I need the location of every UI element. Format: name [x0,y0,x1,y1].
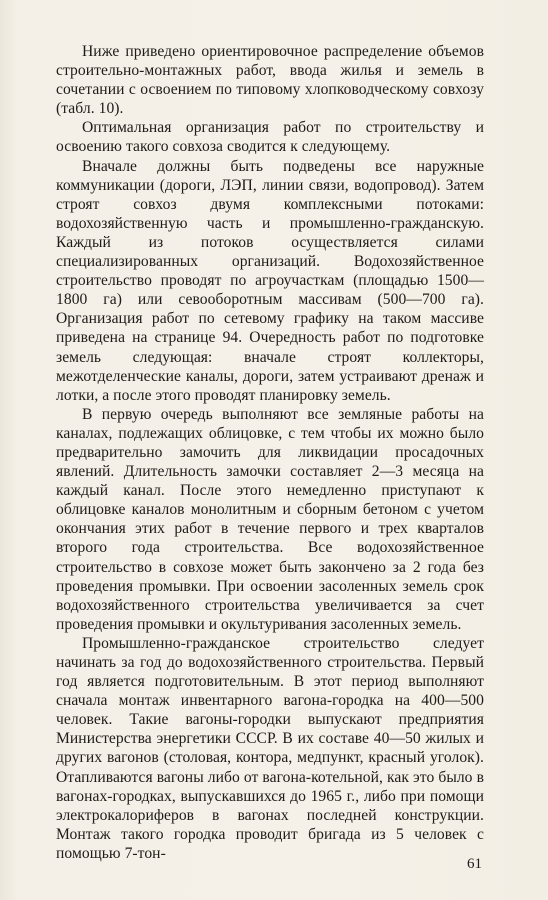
paragraph-4: В первую очередь выполняют все земляные работы на каналах, подлежащих облицовке, с тем чтобы их можно было предварительно замочить для ликвидации просадочных явлений. Длительность замочки составляет 2—3 месяца на каждый канал. После этого немедленно приступают к облицовке каналов монолитным и сборным бетоном с учетом окончания этих работ в течение первого и трех кварталов второго года строительства. Все водохозяйственное строительство в совхозе может быть закончено за 2 года без проведения промывки. При освоении засоленных земель срок водохозяйственного строительства увеличивается за счет проведения промывки и окультуривания засоленных земель. [56,405,484,633]
paragraph-5: Промышленно-гражданское строительство следует начинать за год до водохозяйственного строительства. Первый год является подготовительным. В этот период выполняют сначала монтаж инвентарного вагона-городка на 400—500 человек. Такие вагоны-городки выпускают предприятия Министерства энергетики СССР. В их составе 40—50 жилых и других вагонов (столовая, контора, медпункт, красный уголок). Отапливаются вагоны либо от вагона-котельной, как это было в вагонах-городках, выпускавшихся до 1965 г., либо при помощи электрокалориферов в вагонах последней конструкции. Монтаж такого городка проводит бригада из 5 человек с помощью 7-тон- [56,634,484,862]
paragraph-2: Оптимальная организация работ по строительству и освоению такого совхоза сводится к следующему. [56,119,484,156]
paragraph-3: Вначале должны быть подведены все наружные коммуникации (дороги, ЛЭП, линии связи, водопровод). Затем строят совхоз двумя комплексными потоками: водохозяйственную часть и промышленно-гражданскую. Каждый из потоков осуществляется силами специализированных организаций. Водохозяйственное строительство проводят по агроучасткам (площадью 1500—1800 га) или севооборотным массивам (500—700 га). Организация работ по сетевому графику на таком массиве приведена на странице 94. Очередность работ по подготовке земель следующая: вначале строят коллекторы, межотделенческие каналы, дороги, затем устраивают дренаж и лотки, а после этого проводят планировку земель. [56,157,484,404]
body-text [56,42,484,863]
paragraph-1: Ниже приведено ориентировочное распределение объемов строительно-монтажных работ, ввода жилья и земель в сочетании с освоением по типовому хлопководческому совхозу (табл. 10). [56,43,484,118]
page-number: 61 [467,856,482,872]
